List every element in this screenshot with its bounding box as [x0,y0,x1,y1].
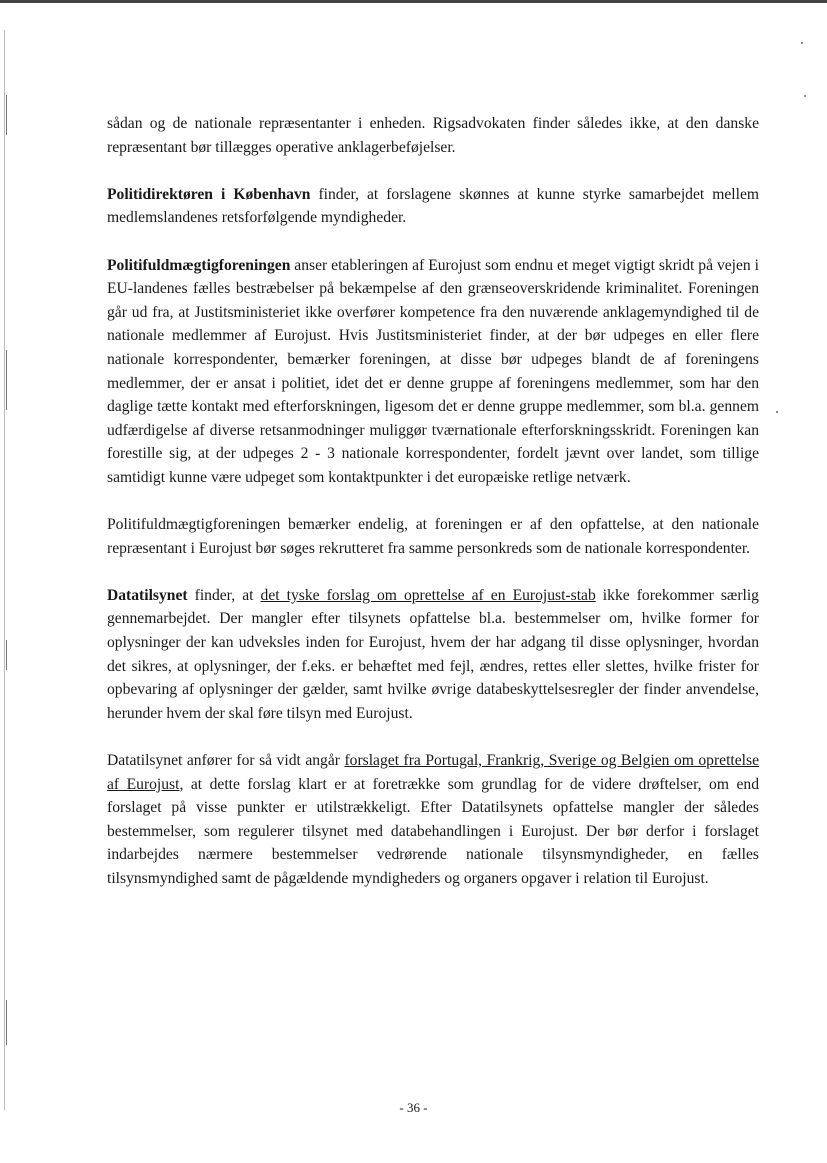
scan-speck [804,95,806,97]
scan-top-edge [0,0,827,3]
scan-left-mark [6,1000,7,1045]
paragraph-text: anser etableringen af Eurojust som endnu et meget vigtigt skridt på vejen i EU-landenes fælles bestræbelser på bekæmpelse af den grænseoverskridende kriminalitet. Foreningen går ud fra, at Justitsministeriet ikke overfører kompetence fra den nuværende anklagemyndighed til de nationale medlemmer af Eurojust. Hvis Justitsministeriet finder, at der bør udpeges en eller flere nationale korrespondenter, bemærker foreningen, at disse bør udpeges blandt de af foreningens medlemmer, der er ansat i politiet, idet det er denne gruppe af foreningens medlemmer, som har den daglige tætte kontakt med efterforskningen, ligesom det er denne gruppe medlemmer, som bl.a. gennem udfærdigelse af diverse retsanmodninger muliggør tværnationale efterforskningsskridt. Foreningen kan forestille sig, at der udpeges 2 - 3 nationale korrespondenter, fordelt jævnt over landet, som tillige samtidigt kunne være udpeget som kontaktpunkter i det europæiske retlige netværk. [107,256,759,486]
scan-speck [776,411,778,413]
paragraph [107,183,759,230]
paragraph-lead: Politidirektøren i København [107,185,311,203]
scan-left-mark [6,350,7,410]
scan-speck [801,42,803,44]
scan-left-mark [6,640,7,670]
paragraph-text: Politifuldmægtigforeningen bemærker endelig, at foreningen er af den opfattelse, at den nationale repræsentant i Eurojust bør søges rekrutteret fra samme personkreds som de nationale korrespondenter. [107,516,759,557]
paragraph-text: sådan og de nationale repræsentanter i enheden. Rigsadvokaten finder således ikke, at den danske repræsentant bør tillægges operative anklagerbeføjelser. [107,115,759,156]
document-body [107,112,759,914]
underlined-reference: forslaget fra Portugal, Frankrig, Sverige og Belgien om oprettelse af Eurojust [107,752,759,793]
scan-left-edge [4,30,5,1110]
paragraph-text: finder, at forslagene skønnes at kunne styrke samarbejdet mellem medlemslandenes retsforfølgende myndigheder. [107,185,760,227]
paragraph [107,112,759,159]
paragraph-pre: Datatilsynet anfører for så vidt angår [107,752,345,770]
paragraph-lead: Datatilsynet [107,586,188,604]
scan-left-mark [6,95,7,135]
paragraph-lead: Politifuldmægtigforeningen [107,256,291,274]
paragraph [107,254,759,490]
paragraph-pre: finder, at [187,586,261,604]
paragraph [107,513,759,560]
paragraph [107,749,759,891]
paragraph [107,584,759,726]
paragraph-text: ikke forekommer særlig gennemarbejdet. Der mangler efter tilsynets opfattelse bl.a. bestemmelser om, hvilke former for oplysninger der kan udveksles inden for Eurojust, hvem der har adgang til disse oplysninger, hvordan det sikres, at oplysninger, der f.eks. er behæftet med fejl, ændres, rettes eller slettes, hvilke frister for opbevaring af oplysninger der gælder, samt hvilke øvrige databeskyttelsesregler der finder anvendelse, herunder hvem der skal føre tilsyn med Eurojust. [107,586,759,722]
page-number: - 36 - [399,1100,428,1115]
paragraph-text: , at dette forslag klart er at foretrække som grundlag for de videre drøftelser, om end forslaget på visse punkter er utilstrækkeligt. Efter Datatilsynets opfattelse mangler der således bestemmelser, som regulerer tilsynet med databehandlingen i Eurojust. Der bør derfor i forslaget indarbejdes nærmere bestemmelser vedrørende nationale tilsynsmyndigheder, en fælles tilsynsmyndighed samt de pågældende myndigheders og organers opgaver i relation til Eurojust. [107,775,759,887]
underlined-reference: det tyske forslag om oprettelse af en Eurojust-stab [260,586,596,604]
